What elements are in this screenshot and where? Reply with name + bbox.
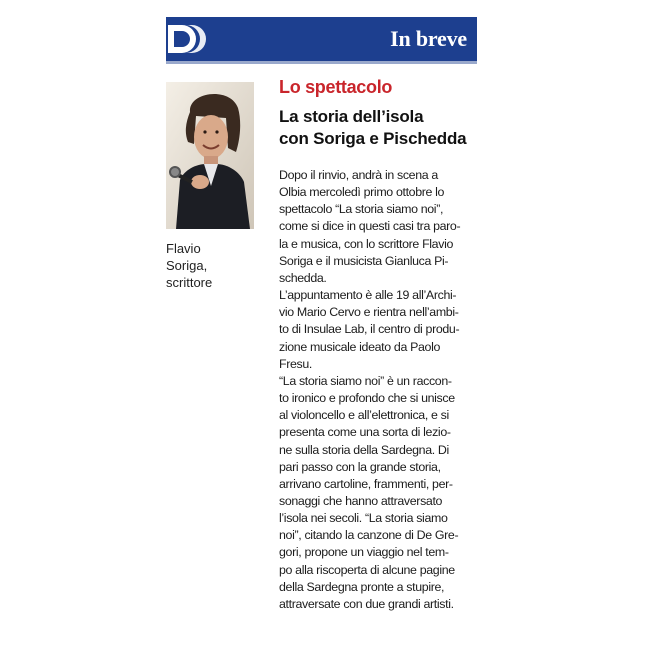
body-line: vio Mario Cervo e rientra nell’ambi-	[279, 305, 459, 320]
section-title: In breve	[390, 26, 467, 51]
article-headline: La storia dell’isola con Soriga e Pischedda	[279, 107, 467, 148]
section-header-band	[166, 17, 477, 64]
photo-caption: Flavio Soriga, scrittore	[166, 241, 213, 290]
body-line: come si dice in questi casi tra paro-	[279, 219, 461, 234]
body-line: noi”, citando la canzone di De Gre-	[279, 528, 459, 543]
body-line: della Sardegna pronte a stupire,	[279, 579, 445, 594]
body-line: schedda.	[279, 270, 327, 285]
author-photo	[166, 82, 254, 229]
newspaper-logo-icon	[166, 17, 210, 61]
body-line: al violoncello e all’elettronica, e si	[279, 408, 449, 423]
body-line: zione musicale ideato da Paolo	[279, 339, 441, 354]
body-line: po alla riscoperta di alcune pagine	[279, 562, 455, 577]
portrait-image	[166, 82, 254, 229]
body-line: arrivano cartoline, frammenti, per-	[279, 476, 453, 491]
body-line: l’isola nei secoli. “La storia siamo	[279, 511, 448, 526]
body-line: Fresu.	[279, 356, 313, 371]
body-line: Dopo il rinvio, andrà in scena a	[279, 168, 438, 182]
body-line: gori, propone un viaggio nel tem-	[279, 545, 449, 560]
body-line: sonaggi che hanno attraversato	[279, 493, 443, 508]
body-line: to ironico e profondo che si unisce	[279, 391, 455, 406]
article-body	[279, 167, 484, 613]
body-line: attraversate con due grandi artisti.	[279, 596, 454, 611]
body-line: L’appuntamento è alle 19 all’Archi-	[279, 288, 457, 303]
body-line: Soriga e il musicista Gianluca Pi-	[279, 253, 449, 268]
body-line: la e musica, con lo scrittore Flavio	[279, 236, 454, 251]
article-kicker: Lo spettacolo	[279, 77, 393, 97]
body-line: Olbia mercoledì primo ottobre lo	[279, 185, 445, 200]
body-line: spettacolo “La storia siamo noi”,	[279, 202, 444, 217]
body-line: to di Insulae Lab, il centro di produ-	[279, 322, 460, 337]
body-line: pari passo con la grande storia,	[279, 459, 441, 474]
body-line: ne sulla storia della Sardegna. Di	[279, 442, 449, 457]
body-line: “La storia siamo noi” è un raccon-	[279, 373, 452, 388]
body-line: presenta come una sorta di lezio-	[279, 425, 451, 440]
